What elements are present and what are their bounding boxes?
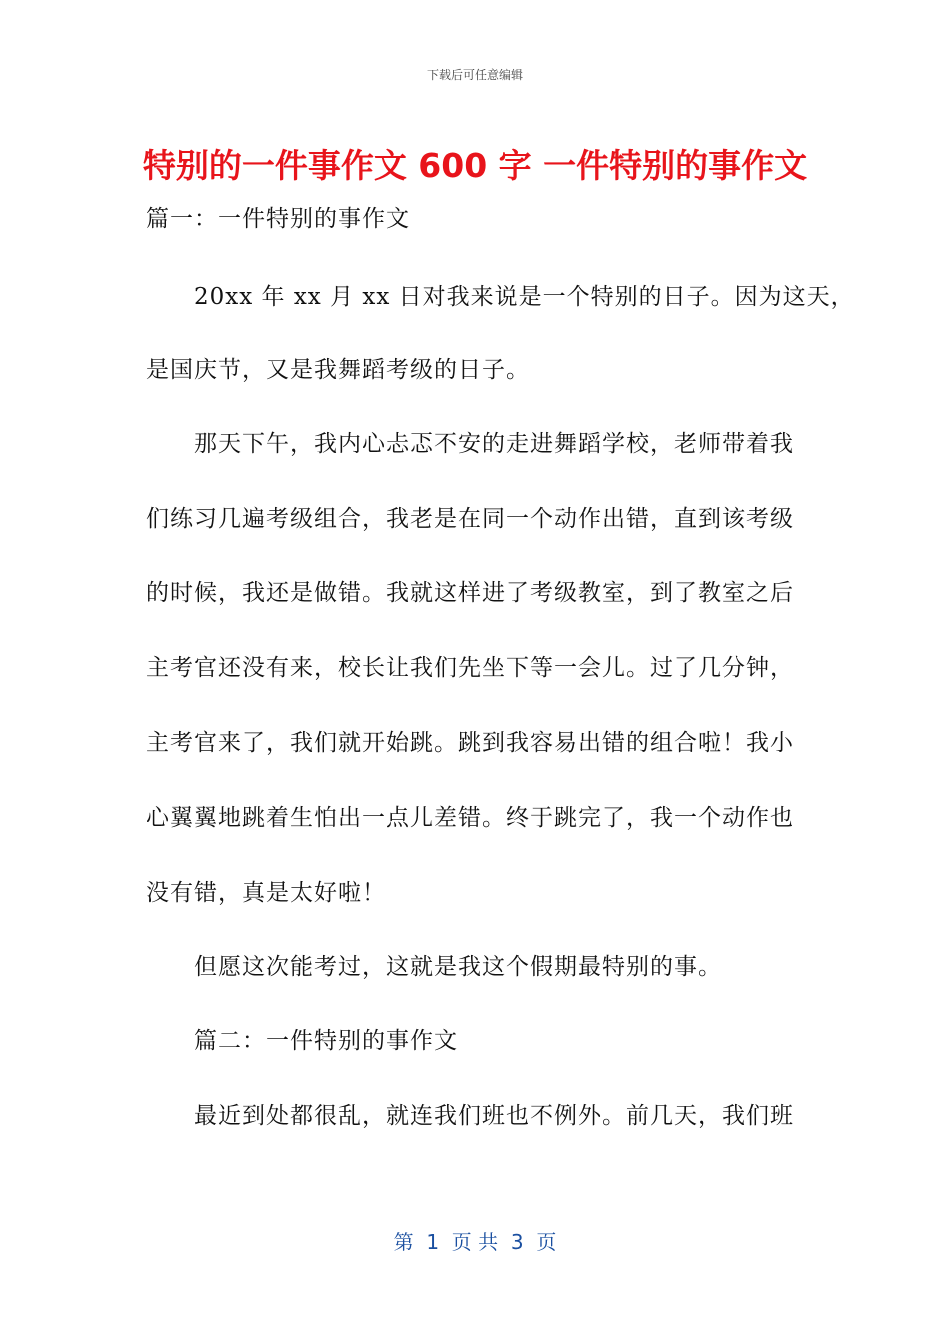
paragraph-line: 最近到处都很乱，就连我们班也不例外。前几天，我们班 (194, 1103, 794, 1129)
paragraph-line: 主考官来了，我们就开始跳。跳到我容易出错的组合啦！我小 (146, 730, 794, 756)
paragraph-line: 没有错，真是太好啦！ (146, 880, 386, 906)
section-heading-1: 篇一：一件特别的事作文 (146, 206, 410, 232)
paragraph-line: 20xx 年 xx 月 xx 日对我来说是一个特别的日子。因为这天， (194, 284, 855, 310)
document-title: 特别的一件事作文 600 字 一件特别的事作文 (142, 146, 808, 185)
section-heading-2: 篇二：一件特别的事作文 (194, 1028, 458, 1054)
paragraph-line: 的时候，我还是做错。我就这样进了考级教室，到了教室之后 (146, 580, 794, 606)
paragraph-line: 那天下午，我内心忐忑不安的走进舞蹈学校，老师带着我 (194, 431, 794, 457)
paragraph-line: 主考官还没有来，校长让我们先坐下等一会儿。过了几分钟， (146, 655, 794, 681)
paragraph-line: 们练习几遍考级组合，我老是在同一个动作出错，直到该考级 (146, 506, 794, 532)
header-note: 下载后可任意编辑 (426, 68, 523, 82)
paragraph-line: 心翼翼地跳着生怕出一点儿差错。终于跳完了，我一个动作也 (146, 805, 794, 831)
paragraph-line: 但愿这次能考过，这就是我这个假期最特别的事。 (194, 954, 722, 980)
page-footer: 第 1 页 共 3 页 (393, 1230, 557, 1254)
paragraph-line: 是国庆节，又是我舞蹈考级的日子。 (146, 357, 530, 383)
